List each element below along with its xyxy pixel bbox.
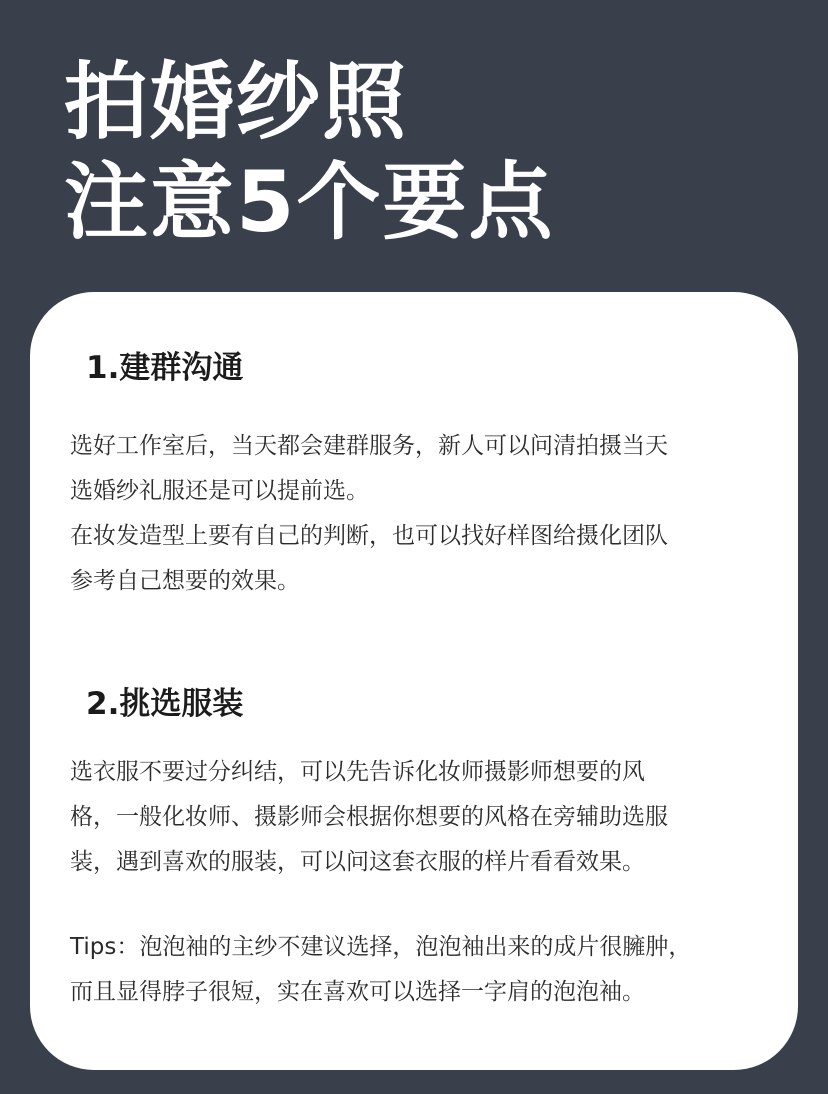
page-title-line-1: 拍婚纱照 xyxy=(64,53,409,151)
text-line: 选婚纱礼服还是可以提前选。 xyxy=(70,478,369,504)
text-line: 参考自己想要的效果。 xyxy=(70,568,300,594)
tips-block xyxy=(70,925,760,1015)
page-title xyxy=(64,52,554,252)
text-line: 格，一般化妆师、摄影师会根据你想要的风格在旁辅助选服 xyxy=(70,804,668,830)
paragraph xyxy=(70,424,760,514)
section-heading-choose-outfit: 2.挑选服装 xyxy=(86,686,244,722)
page-title-line-2: 注意5个要点 xyxy=(64,153,555,251)
text-line: 在妆发造型上要有自己的判断，也可以找好样图给摄化团队 xyxy=(70,523,668,549)
text-line: 选好工作室后，当天都会建群服务，新人可以问清拍摄当天 xyxy=(70,433,668,459)
section-body-choose-outfit xyxy=(70,750,760,885)
paragraph xyxy=(70,514,760,604)
text-line: 装，遇到喜欢的服装，可以问这套衣服的样片看看效果。 xyxy=(70,849,645,875)
text-line: Tips：泡泡袖的主纱不建议选择，泡泡袖出来的成片很臃肿， xyxy=(70,934,692,960)
section-body-group-chat xyxy=(70,424,760,604)
paragraph xyxy=(70,750,760,885)
paragraph xyxy=(70,925,760,1015)
text-line: 选衣服不要过分纠结，可以先告诉化妆师摄影师想要的风 xyxy=(70,759,645,785)
content-card xyxy=(30,292,798,1070)
section-heading-group-chat: 1.建群沟通 xyxy=(86,350,244,386)
text-line: 而且显得脖子很短，实在喜欢可以选择一字肩的泡泡袖。 xyxy=(70,979,645,1005)
